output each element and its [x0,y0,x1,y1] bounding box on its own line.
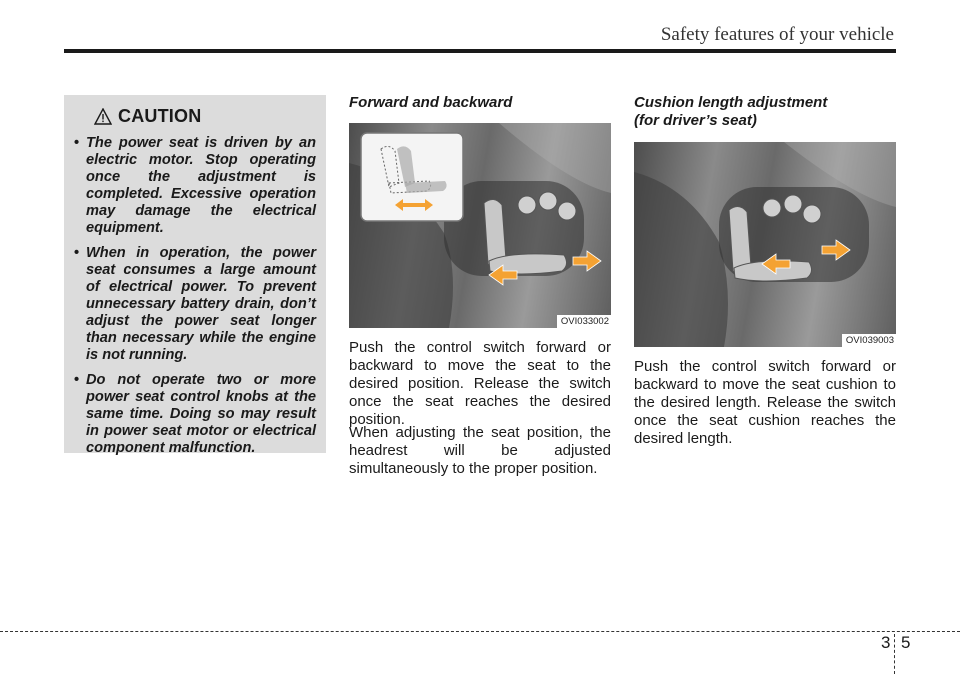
caution-item: • When in operation, the power seat consumes a large amount of electrical power. To prevent unnecessary battery drain, don’t adjust the power seat longer than necessary while the engine is not running. [74,245,316,364]
caution-title: CAUTION [118,105,202,126]
forward-heading: Forward and backward [349,94,513,111]
forward-photo [349,123,611,328]
caution-header [94,103,316,129]
page-number: 5 [901,633,911,652]
caution-box [64,95,326,456]
header-section-title: Safety features of your vehicle [660,24,894,45]
warning-triangle-icon [94,108,112,125]
header-rule [64,49,896,53]
forward-image-code: OVI033002 [557,315,611,328]
footer-rule [0,631,960,632]
forward-paragraph-2: When adjusting the seat position, the headrest will be adjusted simultaneously to the proper position. [349,424,611,477]
cushion-photo [634,142,896,347]
page-chapter: 3 [881,633,891,652]
forward-paragraph-1: Push the control switch forward or backward to move the seat to the desired position. Release the switch once the seat reaches the desired position. [349,339,611,428]
cushion-image-code: OVI039003 [842,334,896,347]
cushion-heading [634,94,827,130]
cushion-heading-line1: Cushion length adjustment [634,94,828,111]
caution-item: • Do not operate two or more power seat control knobs at the same time. Doing so may result in power seat motor or electrical component malfunction. [74,372,316,457]
cushion-paragraph-1: Push the control switch forward or backward to move the seat cushion to the desired length. Release the switch once the seat cushion reaches the desired length. [634,358,896,447]
cushion-heading-line2: (for driver’s seat) [634,112,757,129]
caution-item: • The power seat is driven by an electric motor. Stop operating once the adjustment is completed. Excessive operation may damage the electrical equipment. [74,135,316,237]
page-separator [894,634,895,674]
caution-list [74,135,316,457]
